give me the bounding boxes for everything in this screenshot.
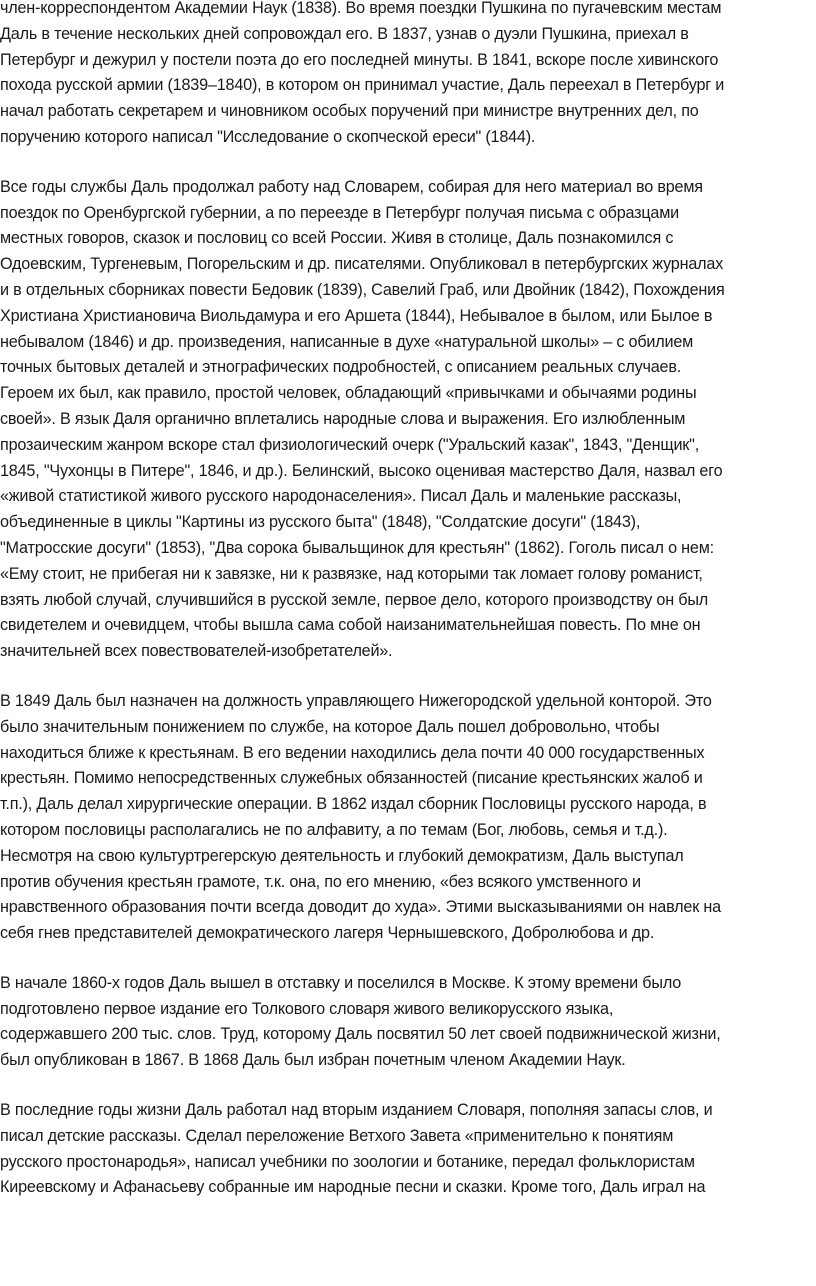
text-line: было значительным понижением по службе, на которое Даль пошел добровольно, чтобы (0, 717, 660, 736)
paragraph (0, 175, 816, 665)
text-line: поручению которого написал "Исследование о скопческой ереси" (1844). (0, 127, 536, 146)
text-line: т.п.), Даль делал хирургические операции. В 1862 издал сборник Пословицы русского народа, в (0, 795, 707, 814)
text-line: и в отдельных сборниках повести Бедовик (1839), Савелий Граб, или Двойник (1842), Похождения (0, 280, 725, 299)
text-line: «Ему стоит, не прибегая ни к завязке, ни к развязке, над которыми так ломает голову романист, (0, 564, 703, 583)
text-line: Одоевским, Тургеневым, Погорельским и др. писателями. Опубликовал в петербургских журналах (0, 255, 724, 274)
paragraph (0, 971, 816, 1074)
text-line: содержавшего 200 тыс. слов. Труд, которому Даль посвятил 50 лет своей подвижнической жизни, (0, 1025, 721, 1044)
text-line: прозаическим жанром вскоре стал физиологический очерк ("Уральский казак", 1843, "Денщик", (0, 435, 700, 454)
text-line: 1845, "Чухонцы в Питере", 1846, и др.). Белинский, высоко оценивая мастерство Даля, назвал его (0, 461, 723, 480)
text-line: Христиана Христиановича Виольдамура и его Аршета (1844), Небывалое в былом, или Былое в (0, 306, 713, 325)
text-line: В начале 1860-х годов Даль вышел в отставку и поселился в Москве. К этому времени было (0, 973, 682, 992)
text-line: Киреевскому и Афанасьеву собранные им народные песни и сказки. Кроме того, Даль играл на (0, 1178, 706, 1197)
paragraph (0, 1098, 816, 1201)
text-line: крестьян. Помимо непосредственных служебных обязанностей (писание крестьянских жалоб и (0, 769, 703, 788)
text-line: В 1849 Даль был назначен на должность управляющего Нижегородской удельной конторой. Это (0, 691, 712, 710)
text-line: точных бытовых деталей и этнографических подробностей, с описанием реальных случаев. (0, 358, 682, 377)
text-line: член-корреспондентом Академии Наук (1838). Во время поездки Пушкина по пугачевским местам (0, 0, 722, 17)
text-line: Несмотря на свою культуртрегерскую деятельность и глубокий демократизм, Даль выступал (0, 846, 684, 865)
text-line: котором пословицы располагались не по алфавиту, а по темам (Бог, любовь, семья и т.д.). (0, 820, 668, 839)
text-line: похода русской армии (1839–1840), в котором он принимал участие, Даль переехал в Петербург и (0, 76, 725, 95)
text-line: небывалом (1846) и др. произведения, написанные в духе «натуральной школы» – с обилием (0, 332, 694, 351)
paragraph (0, 0, 816, 151)
text-line: Даль в течение нескольких дней сопровождал его. В 1837, узнав о дуэли Пушкина, приехал в (0, 24, 689, 43)
text-line: нравственного образования почти всегда доводит до худа». Этими высказываниями он навлек на (0, 898, 721, 917)
text-line: местных говоров, сказок и пословиц со всей России. Живя в столице, Даль познакомился с (0, 229, 674, 248)
paragraph (0, 689, 816, 947)
text-line: Петербург и дежурил у постели поэта до его последней минуты. В 1841, вскоре после хивинского (0, 50, 719, 69)
text-line: Героем их был, как правило, простой человек, обладающий «привычками и обычаями родины (0, 384, 697, 403)
text-line: Все годы службы Даль продолжал работу над Словарем, собирая для него материал во время (0, 177, 703, 196)
text-line: своей». В язык Даля органично вплетались народные слова и выражения. Его излюбленным (0, 409, 686, 428)
text-line: поездок по Оренбургской губернии, а по переезде в Петербург получая письма с образцами (0, 203, 680, 222)
text-line: объединенные в циклы "Картины из русского быта" (1848), "Солдатские досуги" (1843), (0, 513, 641, 532)
text-line: подготовлено первое издание его Толкового словаря живого великорусского языка, (0, 999, 614, 1018)
text-line: значительней всех повествователей-изобретателей». (0, 642, 393, 661)
text-line: свидетелем и очевидцем, чтобы вышла сама собой наизанимательнейшая повесть. По мне он (0, 616, 701, 635)
text-line: писал детские рассказы. Сделал переложение Ветхого Завета «применительно к понятиям (0, 1126, 674, 1145)
text-line: взять любой случай, случившийся в русской земле, первое дело, которого производству он был (0, 590, 709, 609)
text-line: русского простонародья», написал учебники по зоологии и ботанике, передал фольклористам (0, 1152, 695, 1171)
text-line: находиться ближе к крестьянам. В его ведении находились дела почти 40 000 государственных (0, 743, 705, 762)
text-line: себя гнев представителей демократического лагеря Чернышевского, Добролюбова и др. (0, 924, 655, 943)
text-line: начал работать секретарем и чиновником особых поручений при министре внутренних дел, по (0, 102, 699, 121)
text-line: В последние годы жизни Даль работал над вторым изданием Словаря, пополняя запасы слов, и (0, 1101, 713, 1120)
text-line: против обучения крестьян грамоте, т.к. она, по его мнению, «без всякого умственного и (0, 872, 641, 891)
text-line: «живой статистикой живого русского народонаселения». Писал Даль и маленькие рассказы, (0, 487, 682, 506)
text-line: был опубликован в 1867. В 1868 Даль был избран почетным членом Академии Наук. (0, 1051, 626, 1070)
text-line: "Матросские досуги" (1853), "Два сорока бывальщинок для крестьян" (1862). Гоголь писал о нем: (0, 538, 714, 557)
